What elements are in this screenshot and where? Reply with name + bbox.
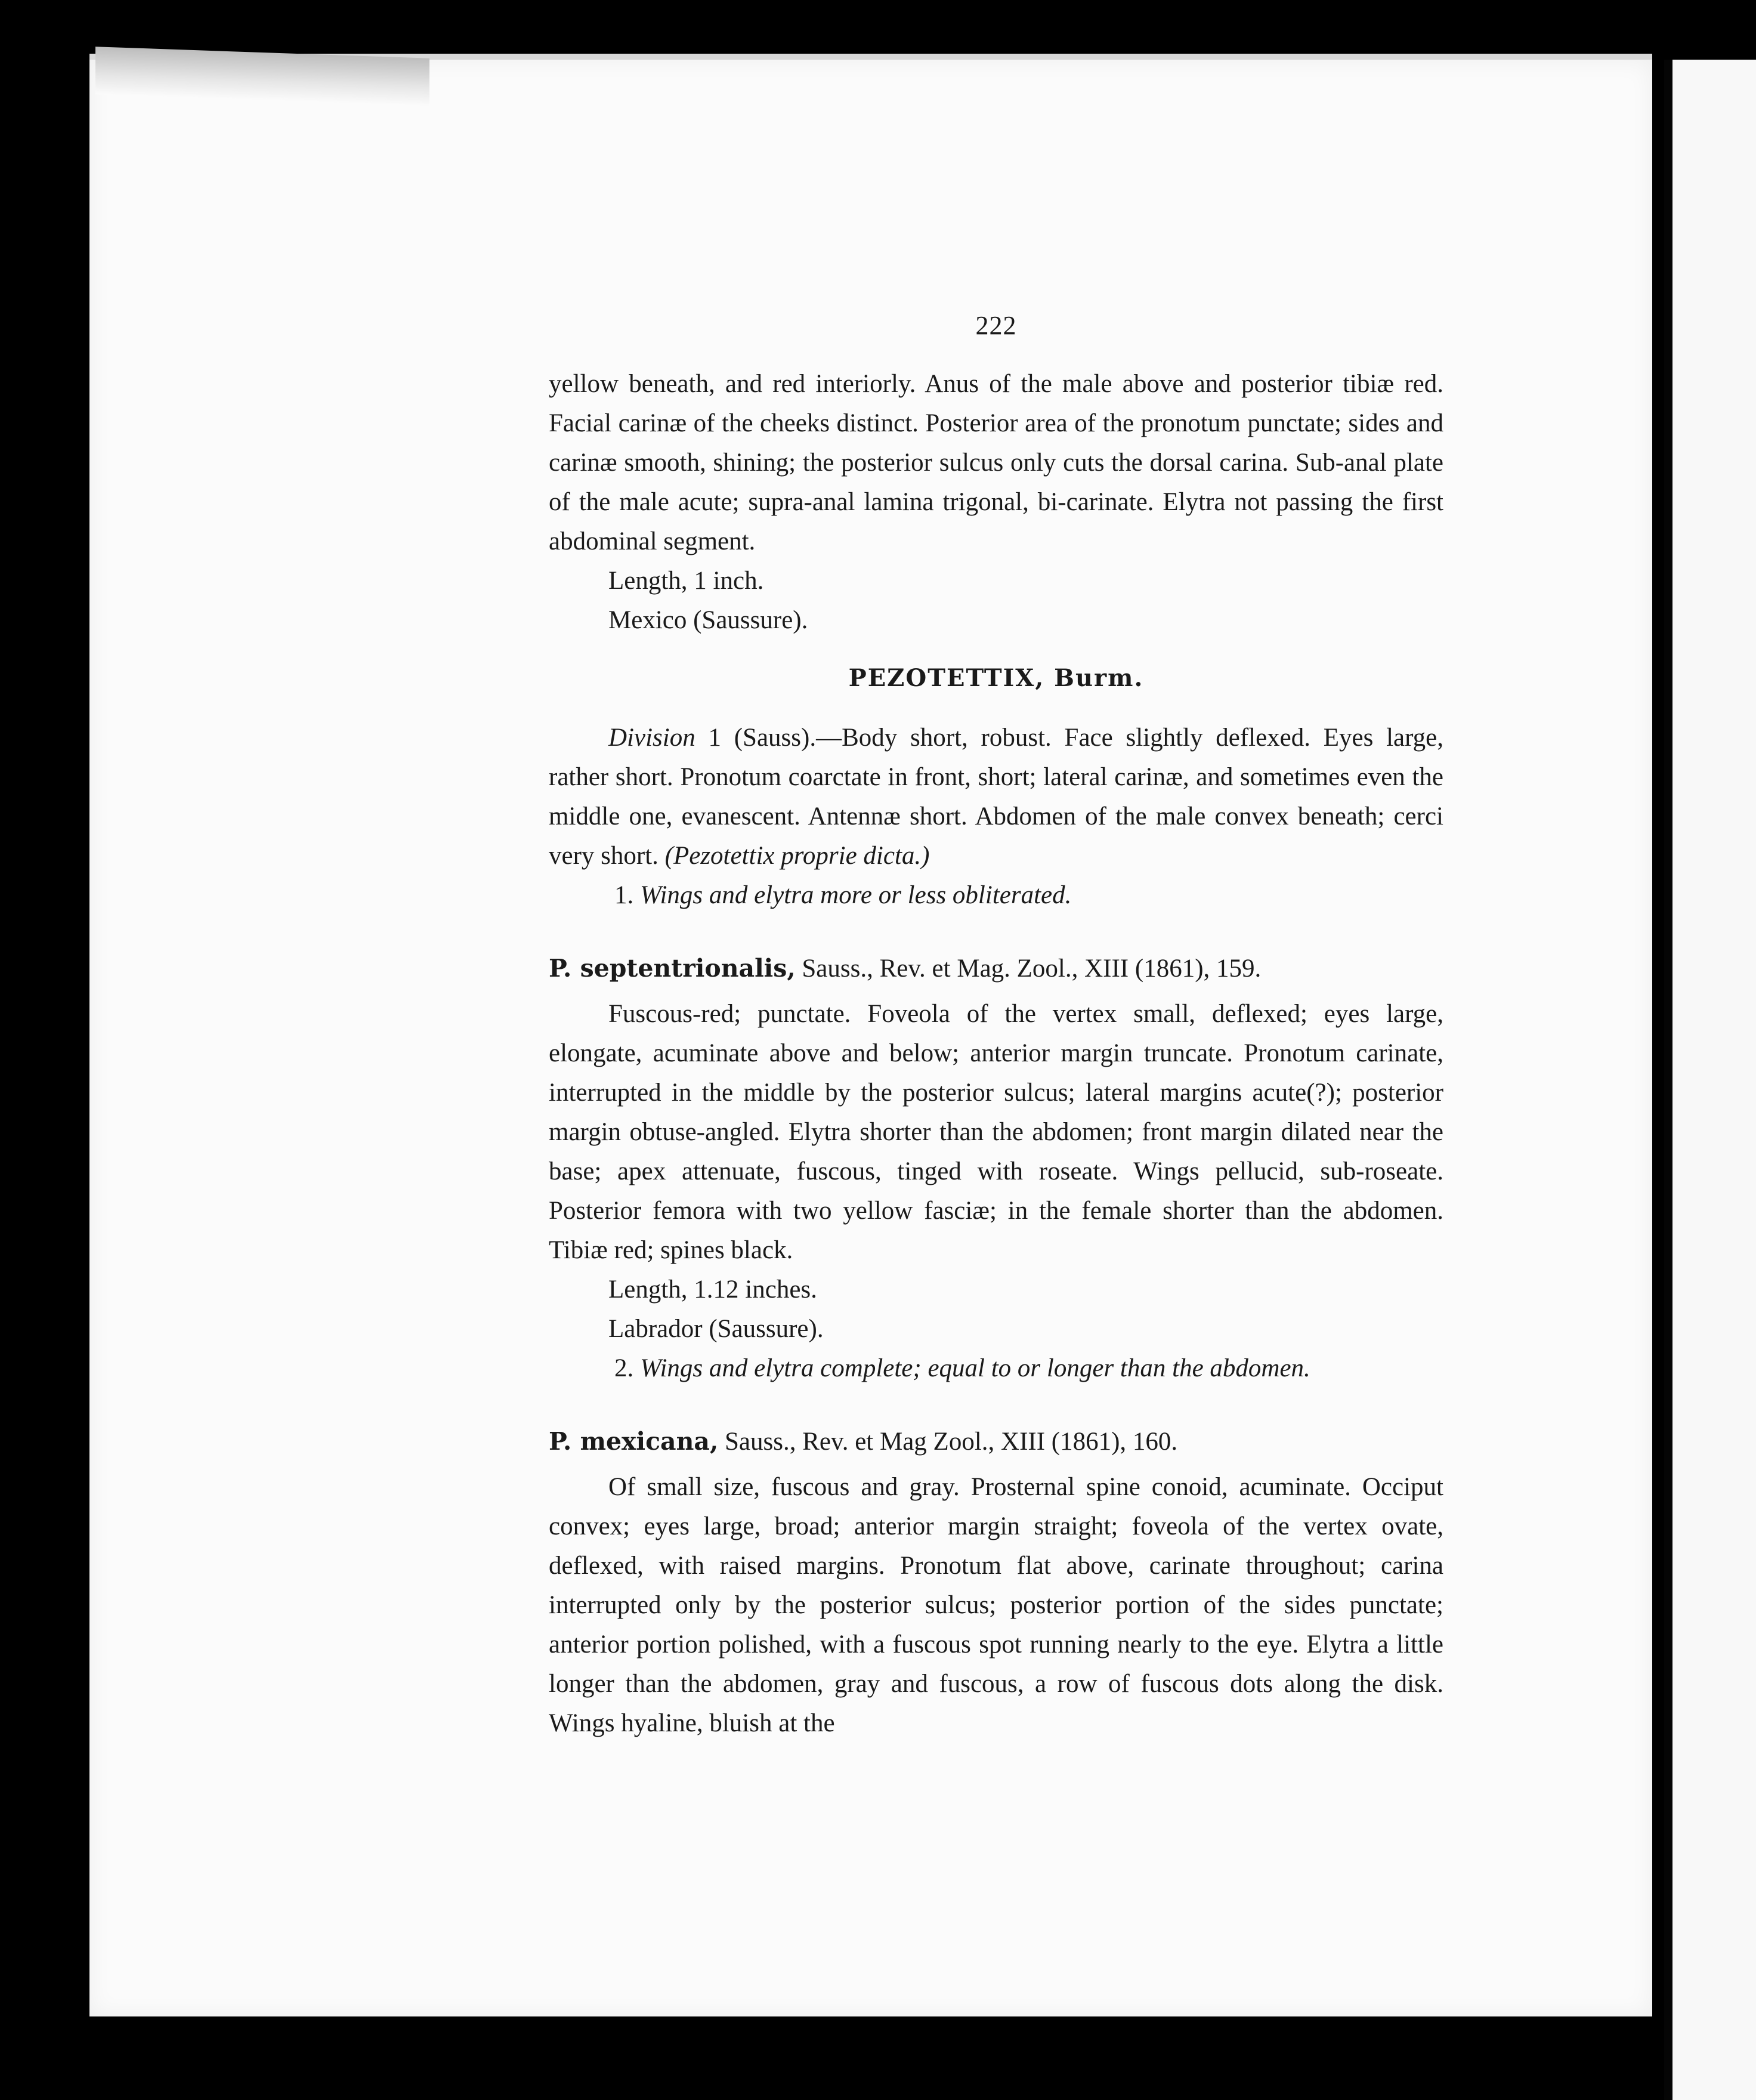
species-1-citation: Sauss., Rev. et Mag. Zool., XIII (1861), 159. [802,955,1262,983]
division-label: Division [608,724,695,752]
division-text: 1 (Sauss).—Body short, robust. Face slightly deflexed. Eyes large, rather short. Pronotum coarctate in front, short; lateral carinæ, and sometimes even the middle one, evanescent. Antennæ short. Abdomen of the male convex beneath; cerci very short. [549,724,1444,870]
species-2-description: Of small size, fuscous and gray. Prosternal spine conoid, acuminate. Occiput convex; eyes large, broad; anterior margin straight; foveola of the vertex ovate, deflexed, with raised margins. Pronotum flat above, carinate throughout; carina interrupted only by the posterior sulcus; posterior portion of the sides punctate; anterior portion polished, with a fuscous spot running nearly to the eye. Elytra a little longer than the abdomen, gray and fuscous, a row of fuscous dots along the disk. Wings hyaline, bluish at the [549,1473,1443,1737]
division-paragraph [549,718,1443,876]
species-1-length: Length, 1.12 inches. [608,1276,817,1304]
species-1-locality: Labrador (Saussure). [608,1315,824,1343]
species-2-heading [549,1422,1443,1462]
species-2-citation: Sauss., Rev. et Mag Zool., XIII (1861), 160. [725,1428,1178,1456]
intro-locality: Mexico (Saussure). [608,606,808,634]
page-content [549,310,1443,1743]
species-1-description: Fuscous-red; punctate. Foveola of the vertex small, deflexed; eyes large, elongate, acuminate above and below; anterior margin truncate. Pronotum carinate, interrupted in the middle by the posterior sulcus; lateral margins acute(?); posterior margin obtuse-angled. Elytra shorter than the abdomen; front margin dilated near the base; apex attenuate, fuscous, tinged with roseate. Wings pellucid, sub-roseate. Posterior femora with two yellow fasciæ; in the female shorter than the abdomen. Tibiæ red; spines black. [549,1000,1443,1264]
subdivision-2-text: Wings and elytra complete; equal to or longer than the abdomen. [640,1354,1310,1382]
subdivision-1 [549,876,1443,915]
species-1-name: P. septentrionalis, [549,954,796,983]
subdivision-2-number: 2. [614,1354,634,1382]
intro-paragraph: yellow beneath, and red interiorly. Anus of the male above and posterior tibiæ red. Facial carinæ of the cheeks distinct. Posterior area of the pronotum punctate; sides and carinæ smooth, shining; the posterior sulcus only cuts the dorsal carina. Sub-anal plate of the male acute; supra-anal lamina trigonal, bi-carinate. Elytra not passing the first abdominal segment. [549,370,1443,555]
intro-length: Length, 1 inch. [608,567,764,595]
subdivision-1-number: 1. [614,881,634,909]
species-1-heading [549,949,1443,989]
facing-page-edge [1664,60,1756,2100]
division-note: (Pezotettix proprie dicta.) [664,842,930,870]
subdivision-1-text: Wings and elytra more or less obliterated. [640,881,1072,909]
page-number: 222 [975,311,1017,340]
genus-heading: PEZOTETTIX, Burm. [848,664,1144,692]
subdivision-2 [549,1349,1443,1388]
species-2-name: P. mexicana, [549,1427,719,1456]
